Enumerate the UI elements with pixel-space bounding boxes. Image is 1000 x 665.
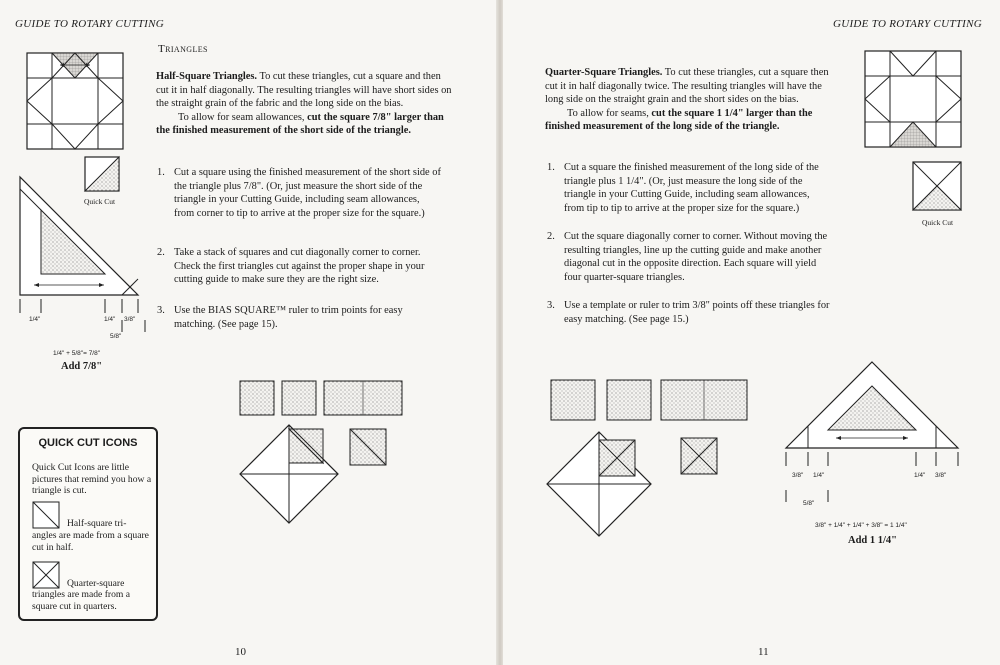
star-block-diagram-right: [865, 51, 963, 149]
running-head-left: GUIDE TO ROTARY CUTTING: [15, 18, 165, 30]
quick-cut-icons-box: [18, 427, 158, 621]
intro-body: To cut these triangles, cut a square then cut it in half diagonally twice. The resulting triangles will have the long side on the straight grain and the short sides on the bias.: [545, 67, 829, 106]
page-number-left: 10: [235, 646, 246, 658]
list-text: Cut a square the finished measurement of the long side of the triangle plus 1 1/4". (Or, just measure the long side of the triangle in your Cutting Guide, including seam allowances, from tip to tip to arrive at the proper size for the square.): [564, 162, 819, 214]
list-number: 3.: [547, 300, 555, 311]
list-text: Cut the square diagonally corner to corner. Without moving the resulting triangles, line up the cutting guide and make another diagonal cut in the opposite direction. Each square will yield four quarter-square triangles.: [564, 231, 828, 283]
measure-label: 1/4": [29, 316, 41, 323]
intro-allow: To allow for seam allowances,: [178, 111, 305, 123]
list-text: Cut a square using the finished measurement of the short side of the triangle plus 7/8". (Or, just measure the short side of the triangle in your Cutting Guide, including seam allowances, from corner to tip to arrive at the proper size for the square.): [174, 167, 441, 219]
measure-label: 1/4": [813, 472, 825, 479]
list-text: Use a template or ruler to trim 3/8" points off these triangles for easy matching. (See page 15.): [564, 300, 830, 325]
intro-allow-bold: cut the square 1 1/4" larger than the finished measurement of the long side of the triangle.: [545, 107, 813, 133]
add-measure-label: Add 7/8": [61, 361, 103, 372]
list-number: 1.: [547, 162, 555, 173]
quarter-square-triangle-diagram: [786, 362, 966, 517]
box-quarter-line1: Quarter-square: [67, 578, 125, 589]
list-number: 2.: [547, 231, 555, 242]
section-title: Triangles: [158, 43, 208, 55]
right-page: [503, 0, 1000, 665]
quarter-square-intro: [545, 66, 841, 134]
list-number: 3.: [157, 305, 165, 316]
measure-label: 1/4": [104, 316, 116, 323]
list-text: Use the BIAS SQUARE™ ruler to trim points for easy matching. (See page 15).: [174, 305, 403, 330]
box-half-line1: Half-square tri-: [67, 518, 127, 529]
intro-lead: Half-Square Triangles.: [156, 71, 258, 82]
intro-allow-bold: cut the square 7/8" larger than the finished measurement of the short side of the triangle.: [156, 111, 444, 137]
quick-cut-caption-left: Quick Cut: [84, 197, 116, 206]
intro-lead: Quarter-Square Triangles.: [545, 67, 663, 78]
measure-label: 5/8": [110, 333, 122, 340]
quarter-square-quick-cut-icon: [913, 162, 963, 212]
measure-sum: 1/4" + 5/8"= 7/8": [53, 350, 101, 357]
quarter-square-setting-diagram: [547, 432, 657, 547]
left-page: [0, 0, 497, 665]
half-square-icon: [33, 502, 61, 530]
star-block-diagram-left: [27, 53, 125, 151]
measure-label: 3/8": [935, 472, 947, 479]
running-head-right: GUIDE TO ROTARY CUTTING: [832, 18, 982, 30]
intro-allow: To allow for seams,: [567, 107, 649, 119]
measure-label: 3/8": [792, 472, 804, 479]
list-number: 2.: [157, 247, 165, 258]
box-intro: Quick Cut Icons are little pictures that remind you how a triangle is cut.: [32, 462, 152, 496]
box-title: QUICK CUT ICONS: [38, 437, 138, 449]
page-number-right: 11: [758, 646, 769, 658]
measure-label: 5/8": [803, 500, 815, 507]
measure-sum: 3/8" + 1/4" + 1/4" + 3/8" = 1 1/4": [815, 522, 907, 529]
measure-label: 1/4": [914, 472, 926, 479]
half-square-intro: [156, 70, 452, 138]
intro-body: To cut these triangles, cut a square and then cut it in half diagonally. The resulting triangles will have short sides on the straight grain of the fabric and the long side on the bias.: [156, 71, 452, 110]
list-number: 1.: [157, 167, 165, 178]
quarter-square-icon: [33, 562, 61, 590]
half-square-setting-diagram: [240, 425, 350, 540]
list-text: Take a stack of squares and cut diagonally corner to corner. Check the first triangles cut against the proper shape in your cutting guide to make sure they are the right size.: [174, 247, 425, 286]
box-half-line2: angles are made from a square cut in half.: [32, 530, 149, 553]
box-quarter-line2: triangles are made from a square cut in quarters.: [32, 589, 131, 612]
measure-label: 3/8": [124, 316, 136, 323]
add-measure-label: Add 1 1/4": [848, 535, 898, 546]
quick-cut-caption-right: Quick Cut: [922, 218, 954, 227]
half-square-triangle-diagram: [20, 177, 145, 332]
